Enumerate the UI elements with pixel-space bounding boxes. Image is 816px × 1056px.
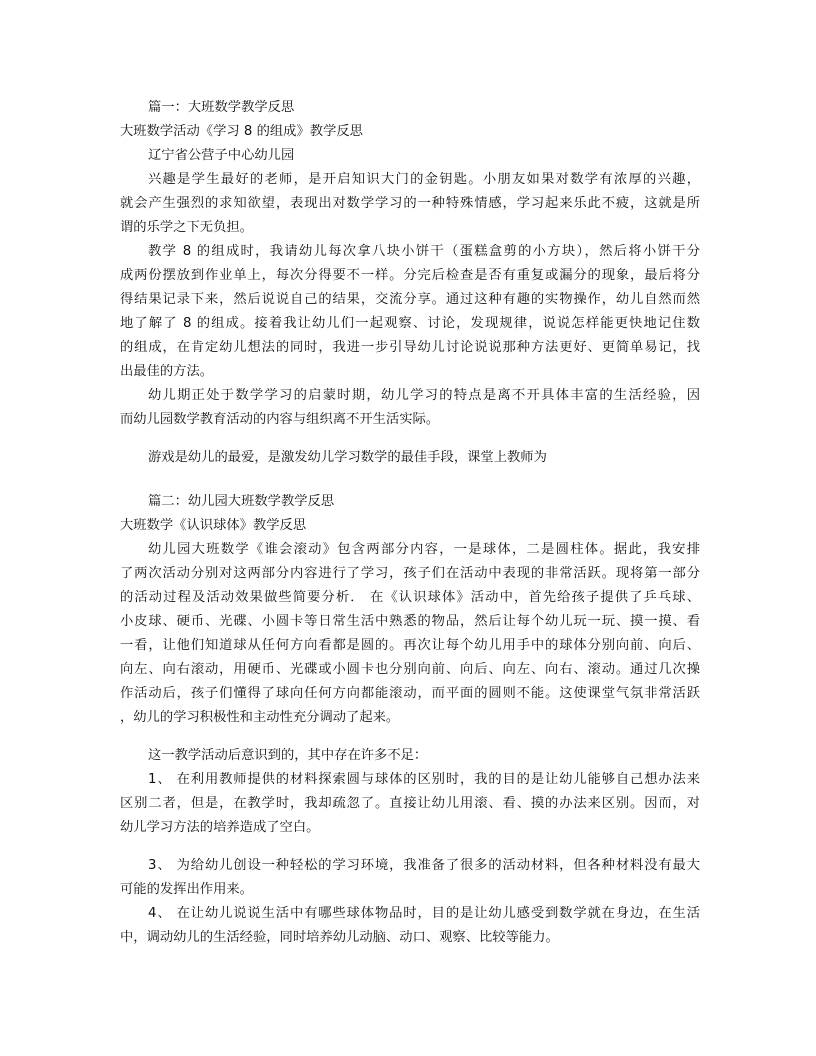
text-line: 幼儿期正处于数学学习的启蒙时期，幼儿学习的特点是离不开具体丰富的生活经验，因 xyxy=(148,388,700,403)
text-line: 得结果记录下来，然后说说自己的结果，交流分享。通过这种有趣的实物操作，幼儿自然而然 xyxy=(120,292,700,307)
text-line: 就会产生强烈的求知欲望，表现出对数学学习的一种特殊情感，学习起来乐此不疲，这就是所 xyxy=(120,196,700,211)
text-line: 出最佳的方法。 xyxy=(120,364,214,379)
section-2 xyxy=(120,490,700,950)
text-line: 幼儿学习方法的培养造成了空白。 xyxy=(120,820,320,835)
paragraph: 游戏是幼儿的最爱，是激发幼儿学习数学的最佳手段，课堂上教师为 xyxy=(148,450,547,465)
section-1 xyxy=(120,96,700,470)
text-line: 的活动过程及活动效果做些简要分析． 在《认识球体》活动中，首先给孩子提供了乒乓球、 xyxy=(120,590,700,605)
paragraph xyxy=(120,384,700,432)
text-line: 中，调动幼儿的生活经验，同时培养幼儿动脑、动口、观察、比较等能力。 xyxy=(120,930,559,945)
text-line: 了两次活动分别对这两部分内容进行了学习，孩子们在活动中表现的非常活跃。现将第一部分 xyxy=(120,566,700,581)
paragraph xyxy=(120,538,700,730)
text-line: 1、 在利用教师提供的材料探索圆与球体的区别时，我的目的是让幼儿能够自己想办法来 xyxy=(148,772,700,787)
paragraph: 这一教学活动后意识到的，其中存在许多不足： xyxy=(148,748,428,763)
text-line: 小皮球、硬币、光碟、小圆卡等日常生活中熟悉的物品，然后让每个幼儿玩一玩、摸一摸、看 xyxy=(120,614,700,629)
text-line: 幼儿园大班数学《谁会滚动》包含两部分内容，一是球体，二是圆柱体。据此，我安排 xyxy=(148,542,700,557)
article-title: 大班数学《认识球体》教学反思 xyxy=(120,518,307,533)
text-line: 成两份摆放到作业单上，每次分得要不一样。分完后检查是否有重复或漏分的现象，最后将分 xyxy=(120,268,700,283)
author-school: 辽宁省公营子中心幼儿园 xyxy=(148,148,295,163)
text-line: 3、 为给幼儿创设一种轻松的学习环境，我准备了很多的活动材料，但各种材料没有最大 xyxy=(148,858,700,873)
text-line: ，幼儿的学习积极性和主动性充分调动了起来。 xyxy=(120,710,400,725)
text-line: 兴趣是学生最好的老师，是开启知识大门的金钥匙。小朋友如果对数学有浓厚的兴趣， xyxy=(148,172,700,187)
list-item xyxy=(120,768,700,840)
text-line: 教学 8 的组成时，我请幼儿每次拿八块小饼干（蛋糕盒剪的小方块），然后将小饼干分 xyxy=(148,244,700,259)
text-line: 而幼儿园数学教育活动的内容与组织离不开生活实际。 xyxy=(120,412,440,427)
paragraph xyxy=(120,240,700,384)
text-line: 地了解了 8 的组成。接着我让幼儿们一起观察、讨论，发现规律，说说怎样能更快地记住数 xyxy=(120,316,700,331)
section-heading: 篇一：大班数学教学反思 xyxy=(148,100,295,115)
text-line: 作活动后，孩子们懂得了球向任何方向都能滚动，而平面的圆则不能。这使课堂气氛非常活跃 xyxy=(120,686,700,701)
text-line: 的组成，在肯定幼儿想法的同时，我进一步引导幼儿讨论说说那种方法更好、更简单易记，找 xyxy=(120,340,700,355)
section-heading: 篇二：幼儿园大班数学教学反思 xyxy=(148,494,335,509)
list-item xyxy=(120,854,700,902)
list-item xyxy=(120,902,700,950)
text-line: 区别二者，但是，在教学时，我却疏忽了。直接让幼儿用滚、看、摸的办法来区别。因而，对 xyxy=(120,796,700,811)
text-line: 4、 在让幼儿说说生活中有哪些球体物品时，目的是让幼儿感受到数学就在身边，在生活 xyxy=(148,906,700,921)
text-line: 向左、向右滚动，用硬币、光碟或小圆卡也分别向前、向后、向左、向右、滚动。通过几次操 xyxy=(120,662,700,677)
paragraph xyxy=(120,168,700,240)
text-line: 一看，让他们知道球从任何方向看都是圆的。再次让每个幼儿用手中的球体分别向前、向后、 xyxy=(120,638,700,653)
article-title: 大班数学活动《学习 8 的组成》教学反思 xyxy=(120,124,363,139)
text-line: 可能的发挥出作用来。 xyxy=(120,882,253,897)
text-line: 谓的乐学之下无负担。 xyxy=(120,220,253,235)
